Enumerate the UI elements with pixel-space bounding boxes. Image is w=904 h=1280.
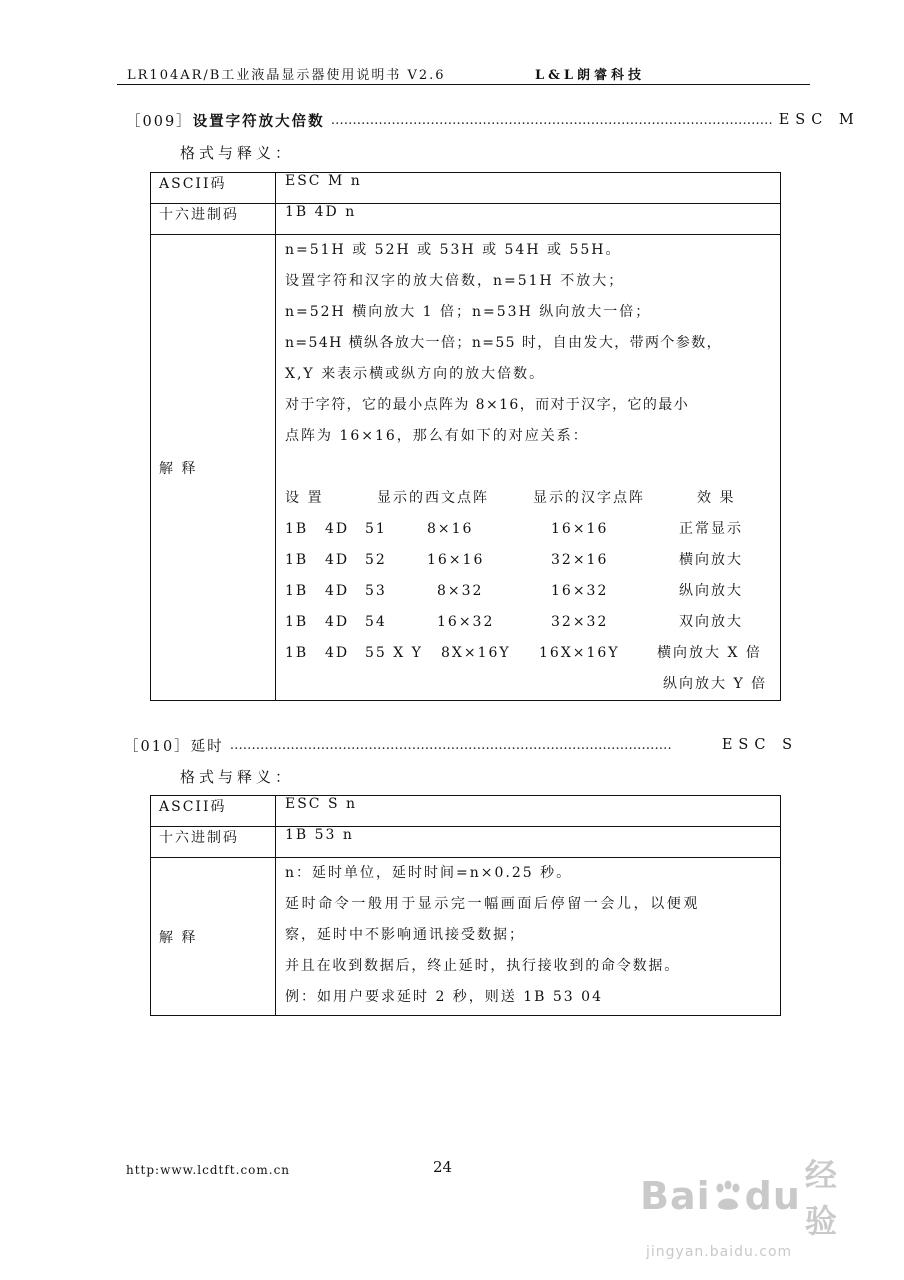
explain-line: X,Y 来表示横或纵方向的放大倍数。 — [285, 366, 546, 382]
cell: 53 — [365, 583, 387, 599]
table-row-explain — [151, 235, 781, 701]
baidu-watermark — [640, 1150, 850, 1260]
explain-content — [276, 858, 781, 1016]
section-009-title: 设置字符放大倍数 — [192, 112, 325, 130]
mapping-header — [285, 483, 780, 514]
mapping-row-extra — [285, 669, 780, 700]
col-chinese-matrix: 显示的汉字点阵 — [533, 490, 645, 506]
hex-label: 十六进制码 — [151, 204, 276, 235]
cell: 4D — [325, 645, 350, 661]
table-row-hex — [151, 204, 781, 235]
cell: 8×32 — [437, 583, 484, 599]
table-row-hex — [151, 827, 781, 858]
watermark-brand-c: 经验 — [804, 1156, 838, 1240]
section-009-command: ESC M — [778, 112, 860, 128]
footer-url: http:www.lcdtft.com.cn — [126, 1163, 291, 1177]
explain-line: n=54H 横纵各放大一倍；n=55 时，自由发大，带两个参数， — [285, 335, 723, 351]
section-009-format-label: 格式与释义： — [180, 144, 295, 162]
section-009-leader-dots: ………………………………………………………………………………………… — [330, 112, 773, 128]
explain-line: 点阵为 16×16，那么有如下的对应关系： — [285, 428, 589, 444]
header-company: L&L朗睿科技 — [535, 68, 646, 83]
spacer — [285, 452, 780, 483]
section-010-title: 延时 — [190, 738, 224, 755]
ascii-label: ASCII码 — [151, 173, 276, 204]
col-western-matrix: 显示的西文点阵 — [377, 490, 489, 506]
cell: 16X×16Y — [539, 645, 620, 661]
table-row-ascii — [151, 796, 781, 827]
cell: 1B — [285, 521, 309, 537]
col-setting: 设 置 — [285, 490, 324, 506]
cell: 54 — [365, 614, 387, 630]
explain-content — [276, 235, 781, 701]
cell: 8×16 — [427, 521, 474, 537]
cell: 横向放大 — [679, 552, 743, 568]
cell: 16×16 — [551, 521, 609, 537]
explain-line: 并且在收到数据后，终止延时，执行接收到的命令数据。 — [285, 958, 680, 974]
mapping-row — [285, 607, 780, 638]
section-010-number: ［010］ — [124, 738, 191, 755]
cell: 4D — [325, 583, 350, 599]
watermark-url: jingyan.baidu.com — [646, 1244, 793, 1260]
paw-icon — [713, 1180, 743, 1212]
cell: 1B — [285, 583, 309, 599]
cell: 1B — [285, 614, 309, 630]
cell: 纵向放大 Y 倍 — [663, 676, 768, 692]
section-010-heading — [124, 735, 798, 755]
section-009-number: ［009］ — [126, 113, 193, 130]
cell: 32×16 — [551, 552, 609, 568]
section-010-table — [150, 795, 781, 1016]
cell: 16×32 — [437, 614, 495, 630]
page-number: 24 — [433, 1158, 453, 1176]
section-009-heading — [126, 110, 860, 130]
header-title: LR104AR/B工业液晶显示器使用说明书 V2.6 — [127, 68, 446, 83]
cell: 双向放大 — [679, 614, 743, 630]
ascii-label: ASCII码 — [151, 796, 276, 827]
cell: 正常显示 — [679, 521, 743, 537]
explain-line: n=51H 或 52H 或 53H 或 54H 或 55H。 — [285, 242, 622, 258]
col-effect: 效 果 — [697, 490, 736, 506]
explain-label: 解 释 — [151, 235, 276, 701]
explain-label: 解 释 — [151, 858, 276, 1016]
mapping-row — [285, 514, 780, 545]
section-009-table — [150, 172, 781, 701]
cell: 32×32 — [551, 614, 609, 630]
section-010-leader-dots: ………………………………………………………………………………………… — [229, 737, 672, 753]
cell: 4D — [325, 552, 350, 568]
cell: 51 — [365, 521, 387, 537]
cell: 1B — [285, 645, 309, 661]
cell: 4D — [325, 614, 350, 630]
cell: 55 X Y — [365, 645, 423, 661]
hex-label: 十六进制码 — [151, 827, 276, 858]
cell: 52 — [365, 552, 387, 568]
explain-line: 对于字符，它的最小点阵为 8×16，而对于汉字，它的最小 — [285, 397, 690, 413]
explain-line: 例：如用户要求延时 2 秒，则送 1B 53 04 — [285, 989, 603, 1005]
section-010-command: ESC S — [721, 737, 798, 753]
cell: 4D — [325, 521, 350, 537]
hex-value: 1B 53 n — [276, 827, 781, 858]
watermark-logo — [640, 1150, 850, 1242]
explain-line: 设置字符和汉字的放大倍数，n=51H 不放大； — [285, 273, 625, 289]
ascii-value: ESC S n — [276, 796, 781, 827]
explain-line: 延时命令一般用于显示完一幅画面后停留一会儿，以便观 — [285, 896, 700, 912]
ascii-value: ESC M n — [276, 173, 781, 204]
hex-value: 1B 4D n — [276, 204, 781, 235]
watermark-brand-b: du — [744, 1174, 801, 1218]
explain-line: n：延时单位，延时时间=n×0.25 秒。 — [285, 865, 573, 881]
cell: 16×16 — [427, 552, 485, 568]
cell: 横向放大 X 倍 — [657, 645, 762, 661]
cell: 纵向放大 — [679, 583, 743, 599]
explain-line: n=52H 横向放大 1 倍；n=53H 纵向放大一倍； — [285, 304, 652, 320]
explain-line: 察，延时中不影响通讯接受数据； — [285, 927, 525, 943]
cell: 1B — [285, 552, 309, 568]
cell: 16×32 — [551, 583, 609, 599]
header-divider — [117, 84, 810, 85]
mapping-row — [285, 545, 780, 576]
mapping-row — [285, 576, 780, 607]
table-row-explain — [151, 858, 781, 1016]
cell: 8X×16Y — [441, 645, 511, 661]
watermark-brand-a: Bai — [640, 1174, 711, 1218]
section-010-format-label: 格式与释义： — [180, 768, 295, 786]
table-row-ascii — [151, 173, 781, 204]
mapping-row — [285, 638, 780, 669]
